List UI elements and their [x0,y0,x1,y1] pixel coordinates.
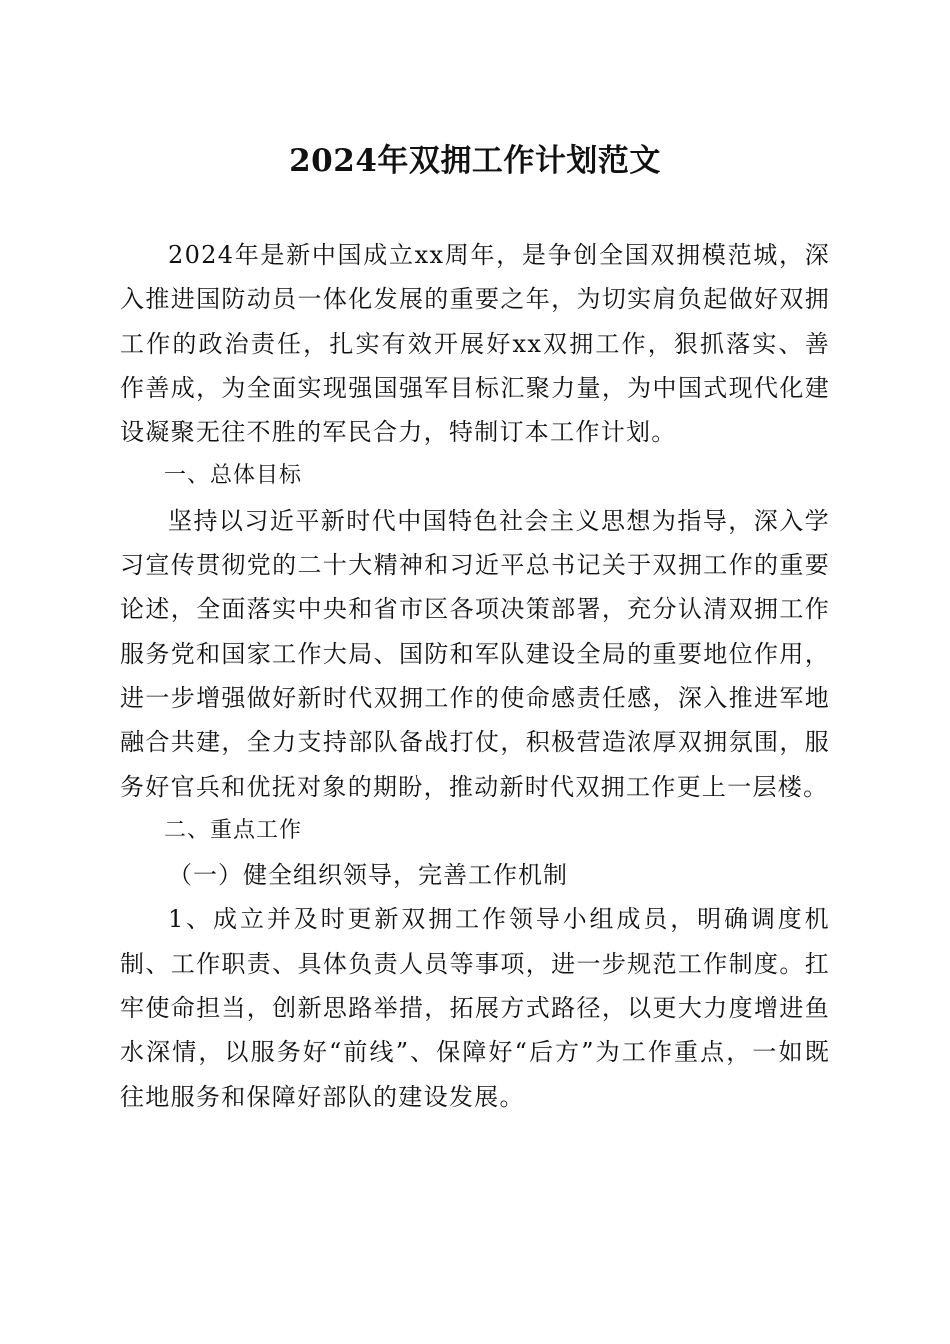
subsection-heading-organization: （一）健全组织领导，完善工作机制 [168,861,568,890]
overall-goal-paragraph: 坚持以习近平新时代中国特色社会主义思想为指导，深入学习宣传贯彻党的二十大精神和习近平总书记关于双拥工作的重要论述，全面落实中央和省市区各项决策部署，充分认清双拥工作服务党和国家工作大局、国防和军队建设全局的重要地位作用，进一步增强做好新时代双拥工作的使命感责任感，深入推进军地融合共建，全力支持部队备战打仗，积极营造浓厚双拥氛围，服务好官兵和优抚对象的期盼，推动新时代双拥工作更上一层楼。 [120,506,830,801]
document-title: 2024年双拥工作计划范文 [289,143,661,179]
item-1-paragraph: 1、成立并及时更新双拥工作领导小组成员，明确调度机制、工作职责、具体负责人员等事项，进一步规范工作制度。扛牢使命担当，创新思路举措，拓展方式路径，以更大力度增进鱼水深情，以服务好“前线”、保障好“后方”为工作重点，一如既往地服务和保障好部队的建设发展。 [120,905,830,1111]
document-body [120,233,830,1119]
section-heading-overall-goal: 一、总体目标 [164,463,303,489]
section-heading-key-work: 二、重点工作 [164,817,303,843]
intro-paragraph: 2024年是新中国成立xx周年，是争创全国双拥模范城，深入推进国防动员一体化发展的重要之年，为切实肩负起做好双拥工作的政治责任，扎实有效开展好xx双拥工作，狠抓落实、善作善成，为全面实现强国强军目标汇聚力量，为中国式现代化建设凝聚无往不胜的军民合力，特制订本工作计划。 [120,241,830,447]
